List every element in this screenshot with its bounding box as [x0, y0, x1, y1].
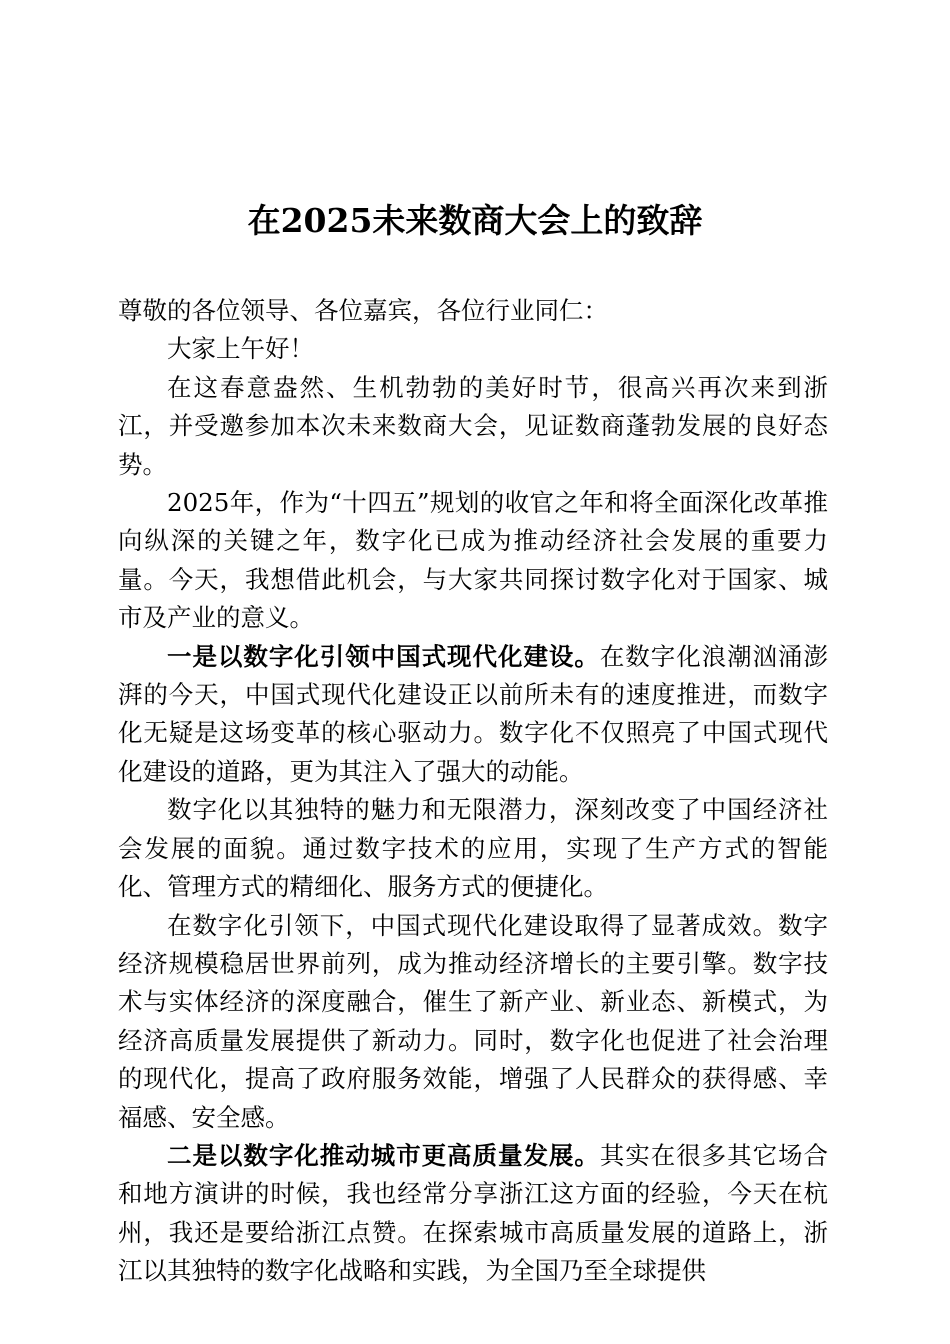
greeting: 大家上午好！: [167, 334, 314, 364]
document-body: [118, 292, 828, 1291]
paragraph-5: [118, 907, 828, 1137]
paragraph-text: 其实在很多其它场合和地方演讲的时候，我也经常分享浙江这方面的经验，今天在杭州，我还是要给浙江点赞。在探索城市高质量发展的道路上，浙江以其独特的数字化战略和实践，为全国乃至全球提供: [118, 1140, 829, 1286]
paragraph-text: 在数字化浪潮汹涌澎湃的今天，中国式现代化建设正以前所未有的速度推进，而数字化无疑是这场变革的核心驱动力。数字化不仅照亮了中国式现代化建设的道路，更为其注入了强大的动能。: [118, 641, 829, 786]
paragraph-4: [118, 791, 828, 906]
paragraph-6: [118, 1137, 828, 1291]
document-title: 在2025未来数商大会上的致辞: [247, 201, 703, 240]
paragraph-3: [118, 638, 828, 792]
paragraph-text: 在这春意盎然、生机勃勃的美好时节，很高兴再次来到浙江，并受邀参加本次未来数商大会，见证数商蓬勃发展的良好态势。: [118, 372, 828, 479]
salutation: 尊敬的各位领导、各位嘉宾，各位行业同仁：: [118, 296, 608, 325]
paragraph-text: 数字化以其独特的魅力和无限潜力，深刻改变了中国经济社会发展的面貌。通过数字技术的应用，实现了生产方式的智能化、管理方式的精细化、服务方式的便捷化。: [118, 795, 828, 902]
paragraph-lead-heading: 二是以数字化推动城市更高质量发展。: [167, 1140, 600, 1170]
paragraph-lead-heading: 一是以数字化引领中国式现代化建设。: [167, 641, 600, 671]
paragraph-text: 在数字化引领下，中国式现代化建设取得了显著成效。数字经济规模稳居世界前列，成为推动经济增长的主要引擎。数字技术与实体经济的深度融合，催生了新产业、新业态、新模式，为经济高质量发展提供了新动力。同时，数字化也促进了社会治理的现代化，提高了政府服务效能，增强了人民群众的获得感、幸福感、安全感。: [118, 910, 828, 1132]
paragraph-1: [118, 369, 828, 484]
paragraph-text: 2025年，作为“十四五”规划的收官之年和将全面深化改革推向纵深的关键之年，数字化已成为推动经济社会发展的重要力量。今天，我想借此机会，与大家共同探讨数字化对于国家、城市及产业的意义。: [118, 488, 828, 633]
paragraph-2: [118, 484, 828, 638]
